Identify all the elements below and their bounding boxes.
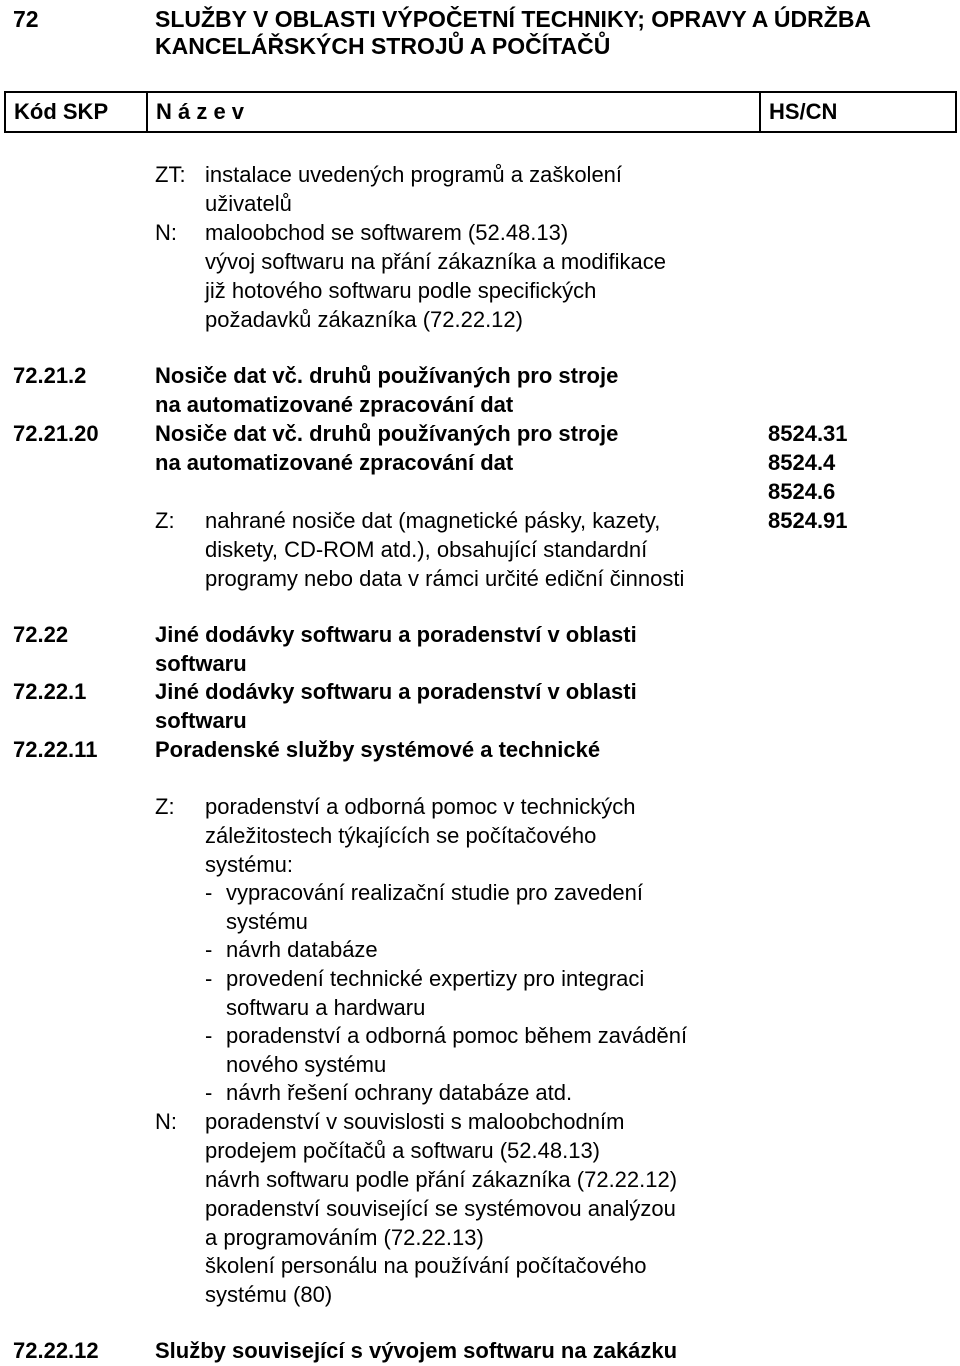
z-label: Z: xyxy=(155,794,175,819)
bullet-dash: - xyxy=(205,1023,213,1048)
entry-title: softwaru xyxy=(155,651,247,676)
n-text: poradenství v souvislosti s maloobchodním xyxy=(205,1109,625,1134)
n-text: školení personálu na používání počítačového xyxy=(205,1253,647,1278)
z-text: poradenství a odborná pomoc v technických xyxy=(205,794,636,819)
column-name-header: N á z e v xyxy=(147,92,760,132)
bullet-text: systému xyxy=(226,909,308,934)
z-text: programy nebo data v rámci určité ediční činnosti xyxy=(205,566,685,591)
n-text: již hotového softwaru podle specifických xyxy=(205,278,597,303)
z-text: systému: xyxy=(205,852,294,877)
bullet-text: návrh databáze xyxy=(226,937,378,962)
hs-code: 8524.91 xyxy=(768,508,848,533)
section-title-line: SLUŽBY V OBLASTI VÝPOČETNÍ TECHNIKY; OPRAVY A ÚDRŽBA xyxy=(155,6,872,32)
section-code: 72 xyxy=(13,6,39,32)
n-text: poradenství související se systémovou analýzou xyxy=(205,1196,676,1221)
entry-title: Poradenské služby systémové a technické xyxy=(155,737,601,762)
entry-code: 72.22.1 xyxy=(13,679,87,704)
entry-code: 72.22.12 xyxy=(13,1338,99,1363)
bullet-text: poradenství a odborná pomoc během zavádění xyxy=(226,1023,688,1048)
bullet-dash: - xyxy=(205,966,213,991)
bullet-dash: - xyxy=(205,937,213,962)
section-title-line: KANCELÁŘSKÝCH STROJŮ A POČÍTAČŮ xyxy=(155,33,611,59)
n-text: a programováním (72.22.13) xyxy=(205,1225,484,1250)
entry-title: Služby související s vývojem softwaru na zakázku xyxy=(155,1338,678,1363)
bullet-text: provedení technické expertizy pro integraci xyxy=(226,966,645,991)
column-header-table xyxy=(4,91,957,133)
bullet-text: nového systému xyxy=(226,1052,387,1077)
entry-title: Jiné dodávky softwaru a poradenství v oblasti xyxy=(155,679,637,704)
entry-title: softwaru xyxy=(155,708,247,733)
section-title xyxy=(155,6,871,60)
entry-title: na automatizované zpracování dat xyxy=(155,392,514,417)
bullet-dash: - xyxy=(205,1080,213,1105)
bullet-text: návrh řešení ochrany databáze atd. xyxy=(226,1080,573,1105)
n-label: N: xyxy=(155,220,177,245)
n-text: vývoj softwaru na přání zákazníka a modifikace xyxy=(205,249,667,274)
entry-code: 72.22.11 xyxy=(13,737,98,762)
n-text: maloobchod se softwarem (52.48.13) xyxy=(205,220,569,245)
n-text: systému (80) xyxy=(205,1282,333,1307)
z-text: záležitostech týkajících se počítačového xyxy=(205,823,597,848)
entry-title: Jiné dodávky softwaru a poradenství v oblasti xyxy=(155,622,637,647)
entry-code: 72.21.2 xyxy=(13,363,87,388)
entry-title: na automatizované zpracování dat xyxy=(155,450,514,475)
bullet-text: vypracování realizační studie pro zavedení xyxy=(226,880,644,905)
z-text: diskety, CD-ROM atd.), obsahující standardní xyxy=(205,537,648,562)
entry-title: Nosiče dat vč. druhů používaných pro stroje xyxy=(155,421,619,446)
hs-code: 8524.31 xyxy=(768,421,848,446)
hs-code: 8524.6 xyxy=(768,479,836,504)
z-text: nahrané nosiče dat (magnetické pásky, kazety, xyxy=(205,508,661,533)
entry-title: Nosiče dat vč. druhů používaných pro stroje xyxy=(155,363,619,388)
n-text: požadavků zákazníka (72.22.12) xyxy=(205,307,523,332)
zt-text: uživatelů xyxy=(205,191,292,216)
n-label: N: xyxy=(155,1109,177,1134)
bullet-dash: - xyxy=(205,880,213,905)
hs-code: 8524.4 xyxy=(768,450,836,475)
entry-code: 72.21.20 xyxy=(13,421,99,446)
n-text: návrh softwaru podle přání zákazníka (72.22.12) xyxy=(205,1167,678,1192)
zt-text: instalace uvedených programů a zaškolení xyxy=(205,162,623,187)
zt-label: ZT: xyxy=(155,162,186,187)
column-code-header: Kód SKP xyxy=(5,92,147,132)
bullet-text: softwaru a hardwaru xyxy=(226,995,426,1020)
n-text: prodejem počítačů a softwaru (52.48.13) xyxy=(205,1138,601,1163)
entry-code: 72.22 xyxy=(13,622,69,647)
column-hscn-header: HS/CN xyxy=(760,92,956,132)
z-label: Z: xyxy=(155,508,175,533)
